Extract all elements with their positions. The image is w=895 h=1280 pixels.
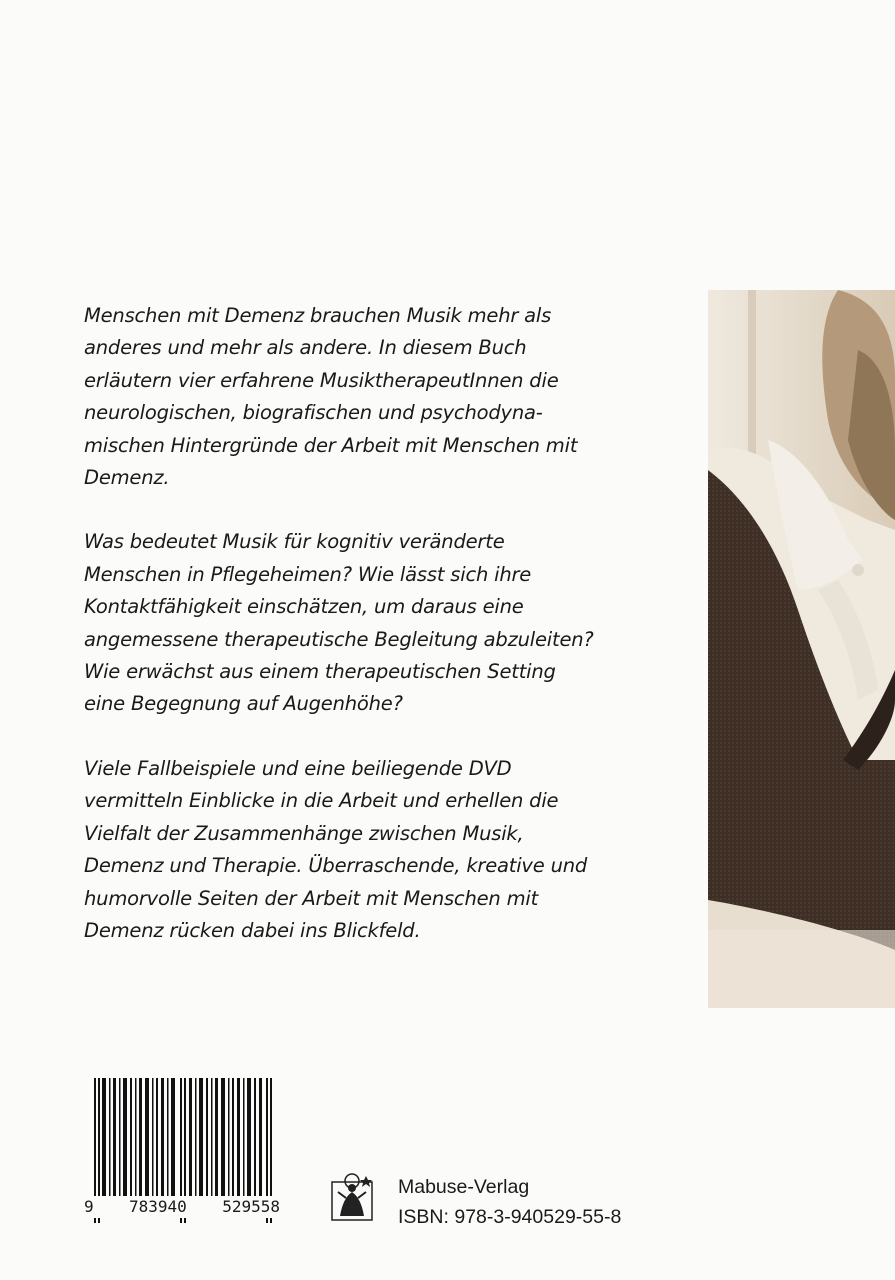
back-cover-blurb — [84, 300, 624, 947]
blurb-line: angemessene therapeutische Begleitung abzuleiten? — [84, 627, 594, 651]
blurb-line: Viele Fallbeispiele und eine beiliegende DVD — [84, 756, 512, 780]
blurb-line: neurologischen, biografischen und psychodyna- — [84, 401, 543, 425]
publisher-logo-icon — [330, 1172, 374, 1222]
blurb-line: erläutern vier erfahrene MusiktherapeutInnen die — [84, 368, 559, 392]
barcode-digit-group: 529558 — [222, 1197, 280, 1216]
blurb-line: Wie erwächst aus einem therapeutischen Setting — [84, 660, 556, 684]
barcode-digits — [84, 1196, 280, 1218]
blurb-line: Menschen mit Demenz brauchen Musik mehr als — [84, 304, 552, 327]
isbn-number: ISBN: 978-3-940529-55-8 — [398, 1206, 622, 1228]
blurb-line: humorvolle Seiten der Arbeit mit Menschen mit — [84, 886, 539, 910]
publisher-name: Mabuse-Verlag — [398, 1176, 530, 1198]
barcode-digit-group: 9 — [84, 1197, 94, 1216]
blurb-line: vermitteln Einblicke in die Arbeit und erhellen die — [84, 789, 559, 813]
cover-photo-illustration — [708, 290, 895, 1008]
blurb-line: Kontaktfähigkeit einschätzen, um daraus eine — [84, 595, 524, 619]
blurb-line: mischen Hintergründe der Arbeit mit Menschen mit — [84, 433, 578, 457]
blurb-line: Was bedeutet Musik für kognitiv veränderte — [84, 530, 505, 554]
blurb-line: Vielfalt der Zusammenhänge zwischen Musik, — [84, 821, 524, 845]
cover-photo — [708, 290, 895, 1008]
blurb-line: anderes und mehr als andere. In diesem Buch — [84, 336, 527, 360]
blurb-paragraph-1 — [84, 300, 624, 494]
barcode-digit-group: 783940 — [129, 1197, 187, 1216]
blurb-line: Demenz und Therapie. Überraschende, kreative und — [84, 854, 588, 878]
blurb-line: Menschen in Pflegeheimen? Wie lässt sich ihre — [84, 562, 532, 586]
blurb-paragraph-3 — [84, 753, 624, 947]
blurb-paragraph-2 — [84, 526, 624, 720]
blurb-line: Demenz rücken dabei ins Blickfeld. — [84, 918, 421, 942]
blurb-line: Demenz. — [84, 466, 170, 490]
publisher-info — [398, 1172, 621, 1232]
blurb-line: eine Begegnung auf Augenhöhe? — [84, 692, 403, 716]
